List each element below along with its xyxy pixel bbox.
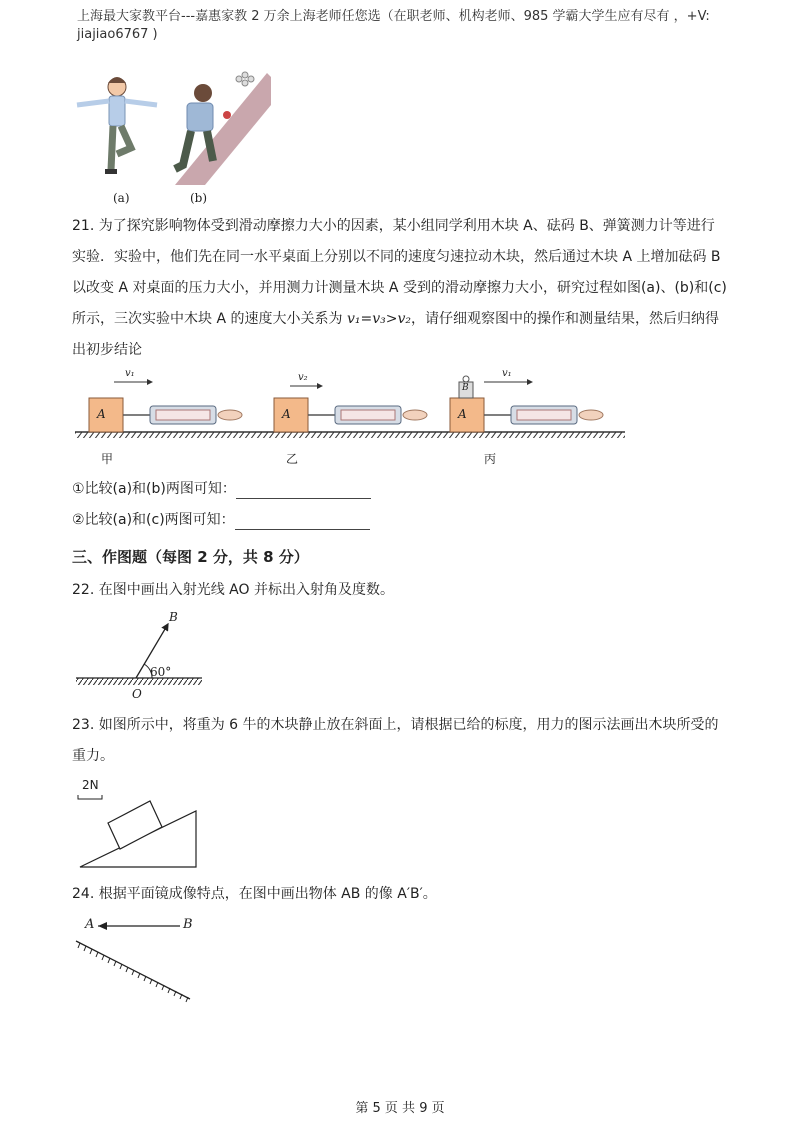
block-a-3 [450,398,484,432]
answer-blank-2[interactable] [235,515,370,530]
q23-figure [72,775,212,875]
boy-illustration [75,65,275,205]
q23-line-1: 23. 如图所示中，将重为 6 牛的木块静止放在斜面上，请根据已给的标度，用力的图示法画出木块所受的 [72,717,719,733]
q21-line-4 [72,304,732,335]
q21-sub-1 [72,479,371,499]
question-21 [72,211,732,366]
v3-label: v₁ [502,368,512,379]
q21-line-4-post: ，请仔细观察图中的操作和测量结果，然后归纳得 [410,311,719,327]
q23-line-2: 重力。 [72,748,114,764]
angle-label: 60° [150,665,172,679]
v2-label: v₂ [298,372,308,383]
q24-figure [72,915,212,1010]
setup-a [89,382,242,432]
block-a-2 [274,398,308,432]
mirror-hatch [78,943,188,1002]
friction-experiment-figure [70,368,630,468]
friction-diagram [70,368,630,468]
reflection-diagram [72,610,212,705]
question-24: 24. 根据平面镜成像特点，在图中画出物体 AB 的像 A′B′。 [72,886,437,902]
question-22: 22. 在图中画出入射光线 AO 并标出入射角及度数。 [72,582,394,598]
label-o: O [132,687,142,701]
caption-jia: 甲 [101,452,114,466]
scale-label: 2N [82,778,99,792]
label-b: B [183,917,193,932]
boy-b-image [175,72,271,185]
caption-b: (b) [190,191,208,205]
caption-bing: 丙 [484,452,497,466]
block-label-1: A [97,407,106,421]
answer-blank-1[interactable] [236,484,371,499]
q21-sub-1-text: ①比较(a)和(b)两图可知： [72,481,236,497]
label-a: A [85,917,95,932]
q21-line-4-pre: 所示，三次实验中木块 A 的速度大小关系为 [72,311,347,327]
setup-c [450,376,603,432]
hand-1 [218,410,242,420]
wood-block [108,801,162,849]
v1-label: v₁ [125,368,135,379]
scale-bar [78,795,102,799]
block-label-3: A [458,407,467,421]
hand-3 [579,410,603,420]
q21-line-1: 21. 为了探究影响物体受到滑动摩擦力大小的因素，某小组同学利用木块 A、砝码 B、弹簧测力计等进行 [72,218,715,234]
table-hatch [75,432,625,438]
label-b: B [169,610,178,624]
header-line-2: jiajiao6767 ) [77,27,158,42]
q21-sub-2 [72,510,370,530]
question-23 [72,710,732,772]
weight-label: B [462,383,469,393]
block-label-2: A [282,407,291,421]
block-a-1 [89,398,123,432]
page-header [77,8,727,44]
section-title: 三、作图题（每图 2 分，共 8 分） [72,548,309,566]
mirror-line [76,941,190,999]
speed-relation: v₁=v₃>v₂ [346,311,411,327]
header-line-1: 上海最大家教平台---嘉惠家教 2 万余上海老师任您选（在职老师、机构老师、985 学霸大学生应有尽有 ，+V: [77,9,710,24]
setup-b [274,386,427,432]
q21-line-3: 以改变 A 对桌面的压力大小，并用测力计测量木块 A 受到的滑动摩擦力大小，研究过程如图(a)、(b)和(c) [72,280,727,296]
mirror-hatch [76,678,202,685]
q21-line-2: 实验．实验中，他们先在同一水平桌面上分别以不同的速度匀速拉动木块，然后通过木块 A 上增加砝码 B [72,249,721,265]
boy-a-image [77,77,157,174]
caption-a: (a) [113,191,130,205]
figure-boys [75,65,275,205]
hand-2 [403,410,427,420]
caption-yi: 乙 [286,452,299,466]
q21-sub-2-text: ②比较(a)和(c)两图可知： [72,512,235,528]
q22-figure [72,610,212,705]
page-footer: 第 5 页 共 9 页 [355,1101,445,1116]
q21-line-5: 出初步结论 [72,342,142,358]
